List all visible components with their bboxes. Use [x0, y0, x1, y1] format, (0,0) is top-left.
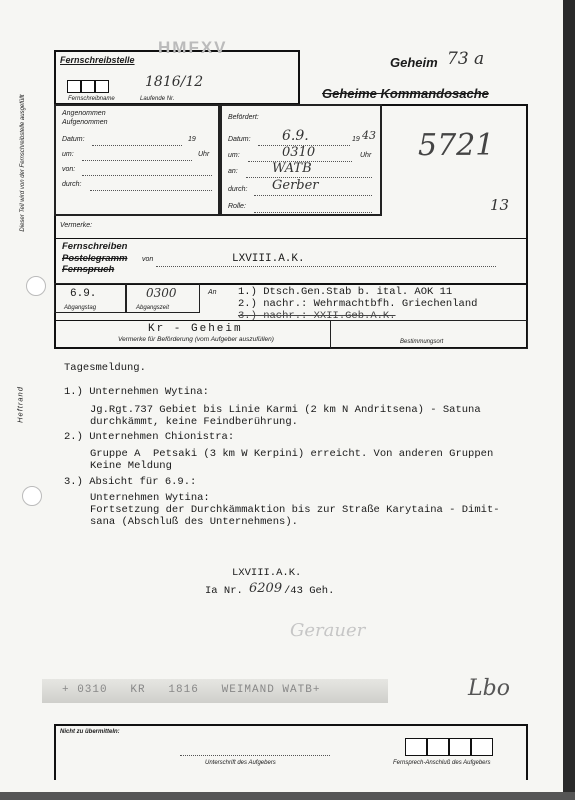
tape-text: + 0310 KR 1816 WEIMAND WATB+ [62, 684, 321, 696]
ref-suffix: /43 Geh. [284, 585, 335, 597]
item-2-heading: 2.) Unternehmen Chionistra: [64, 431, 235, 443]
forwarded-year-value: 43 [362, 129, 376, 142]
forwarded-uhr: Uhr [360, 152, 372, 159]
received-uhr: Uhr [198, 151, 210, 158]
von-value: LXVIII.A.K. [232, 253, 305, 265]
sender-line: LXVIII.A.K. [232, 567, 302, 579]
received-um-label: um: [62, 151, 74, 158]
received-datum-label: Datum: [62, 136, 85, 143]
fernschreibstelle-label: Fernschreibstelle [60, 55, 135, 65]
an-label: An [208, 289, 217, 296]
received-durch-line [90, 190, 212, 191]
handwritten-number: 5721 [418, 128, 495, 163]
nicht-zu-label: Nicht zu übermitteln: [60, 729, 120, 735]
priority-text: Kr - Geheim [148, 323, 243, 335]
tape-initials: Lbo [468, 676, 510, 701]
vermerke-rule [54, 238, 528, 239]
ref-number: 6209 [249, 581, 283, 596]
left-vertical-label: Dieser Teil wird von der Fernschreibstelle ausgefüllt [20, 94, 26, 232]
unterschrift-label: Unterschrift des Aufgebers [205, 760, 276, 766]
geheim-label: Geheim [390, 55, 438, 70]
von-label: von [142, 256, 154, 263]
laufende-nr-label: Laufende Nr. [140, 96, 175, 102]
punch-hole-bottom [22, 486, 42, 506]
dispatch-time: 0300 [146, 286, 177, 300]
phone-square-4 [471, 738, 493, 756]
forwarded-datum-label: Datum: [228, 136, 251, 143]
forwarded-durch-label: durch: [228, 186, 248, 193]
heftrand-label: Heftrand [15, 386, 25, 423]
box-square-3 [95, 80, 109, 93]
item-1-heading: 1.) Unternehmen Wytina: [64, 386, 209, 398]
forwarded-an-value: WATB [272, 161, 312, 176]
forwarded-an-label: an: [228, 168, 238, 175]
forwarded-rolle-label: Rolle: [228, 203, 246, 210]
faint-signature: Gerauer [290, 620, 366, 641]
box-square-2 [81, 80, 95, 93]
phone-square-3 [449, 738, 471, 756]
forwarded-datum-value: 6.9. [282, 128, 309, 144]
recipient-3: 3.) nachr.: XXII.Geb.A.K. [238, 310, 396, 322]
msg-type-line1: Fernschreiben [62, 241, 128, 252]
fernsprech-label: Fernsprech-Anschluß des Aufgebers [393, 760, 491, 766]
received-von-line [82, 175, 212, 176]
geheim-number: 73 a [447, 49, 485, 69]
forwarded-um-label: um: [228, 152, 240, 159]
received-datum-line [92, 145, 182, 146]
item-3-text: Unternehmen Wytina: Fortsetzung der Durchkämmaktion bis zur Straße Karytaina - Dimit- sana (Abschluß des Unternehmens). [90, 492, 500, 528]
abgangszeit-label: Abgangszeit [136, 305, 170, 311]
phone-square-2 [427, 738, 449, 756]
aufgenommen-label: Aufgenommen [62, 119, 108, 126]
forwarded-year: 19 [352, 136, 360, 143]
fernschreibname-label: Fernschreibname [68, 96, 115, 102]
phone-square-1 [405, 738, 427, 756]
msg-type-line4: Postelegramm [62, 253, 128, 264]
von-line [156, 266, 496, 267]
abgangstag-label: Abgangstag [64, 305, 97, 311]
handwritten-13: 13 [490, 196, 510, 214]
item-1-text: Jg.Rgt.737 Gebiet bis Linie Karmi (2 km N Andritsena) - Satuna durchkämmt, keine Feindberührung. [90, 404, 481, 428]
message-title: Tagesmeldung. [64, 362, 146, 374]
recipient-1: 1.) Dtsch.Gen.Stab b. ital. AOK 11 [238, 286, 453, 298]
forwarded-durch-value: Gerber [272, 178, 319, 193]
punch-hole-top [26, 276, 46, 296]
bestimmungsort-label: Bestimmungsort [400, 339, 444, 345]
forwarded-label: Befördert: [228, 114, 259, 121]
ref-prefix: Ia Nr. [205, 585, 243, 597]
paper-edge-right [563, 0, 575, 800]
paper-edge-bottom [0, 792, 575, 800]
received-um-line [82, 160, 192, 161]
recipient-2: 2.) nachr.: Wehrmachtbfh. Griechenland [238, 298, 478, 310]
forwarded-um-value: 0310 [282, 145, 316, 160]
received-von-label: von: [62, 166, 76, 173]
vermerke-befoerderung: Vermerke für Beförderung (vom Aufgeber auszufüllen) [118, 336, 274, 343]
faded-stamp: HMFXV [158, 38, 228, 57]
item-2-text: Gruppe A Petsaki (3 km W Kerpini) erreicht. Von anderen Gruppen Keine Meldung [90, 448, 494, 472]
msg-type-line3: Fernspruch [62, 264, 115, 275]
angenommen-label: Angenommen [62, 110, 106, 117]
forwarded-durch-line [254, 195, 372, 196]
kommandosache-label: Geheime Kommandosache [322, 86, 489, 101]
received-year: 19 [188, 136, 196, 143]
box-square-1 [67, 80, 81, 93]
vermerke-label: Vermerke: [60, 222, 93, 229]
laufende-nr-value: 1816/12 [145, 74, 204, 90]
forwarded-rolle-line [254, 212, 372, 213]
item-3-heading: 3.) Absicht für 6.9.: [64, 476, 197, 488]
dispatch-date: 6.9. [70, 288, 97, 300]
signature-line [180, 755, 330, 756]
received-durch-label: durch: [62, 181, 82, 188]
